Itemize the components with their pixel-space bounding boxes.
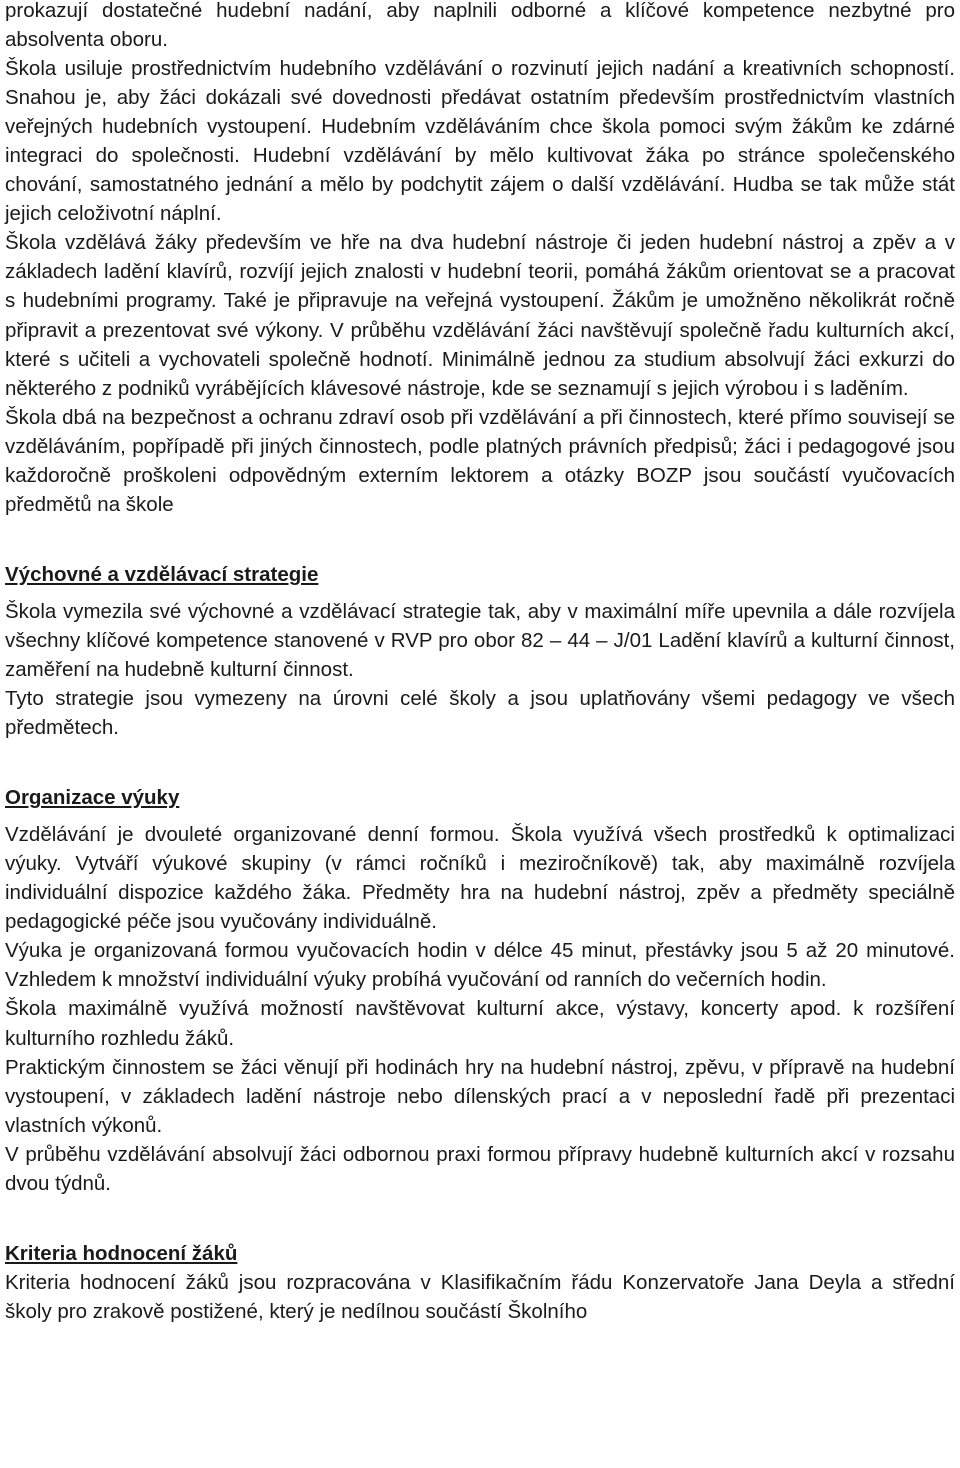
paragraph: prokazují dostatečné hudební nadání, aby naplnili odborné a klíčové kompetence nezbytné pro absolventa oboru. [5, 0, 955, 52]
paragraph: Škola vzdělává žáky především ve hře na dva hudební nástroje či jeden hudební nástroj a zpěv a v základech ladění klavírů, rozvíjí jejich znalosti v hudební teorii, pomáhá žákům orientovat se a pracovat s hudebními programy. Také je připravuje na veřejná vystoupení. Žákům je umožněno několikrát ročně připravit a prezentovat své výkony. V průběhu vzdělávání žáci navštěvují společně řadu kulturních akcí, které s učiteli a vychovateli společně hodnotí. Minimálně jednou za studium absolvují žáci exkurzi do některého z podniků vyrábějících klávesové nástroje, kde se seznamují s jejich výrobou i s laděním. [5, 231, 955, 400]
paragraph: Praktickým činnostem se žáci věnují při hodinách hry na hudební nástroj, zpěvu, v přípravě na hudební vystoupení, v základech ladění nástroje nebo dílenských prací a v neposlední řadě při prezentaci vlastních výkonů. [5, 1055, 955, 1137]
paragraph: Vzdělávání je dvouleté organizované denní formou. Škola využívá všech prostředků k optimalizaci výuky. Vytváří výukové skupiny (v rámci ročníků i meziročníkově) tak, aby maximálně rozvíjela individuální dispozice každého žáka. Předměty hra na hudební nástroj, zpěv a předměty speciálně pedagogické péče jsou vyučovány individuálně. [5, 823, 955, 934]
paragraph: Škola vymezila své výchovné a vzdělávací strategie tak, aby v maximální míře upevnila a dále rozvíjela všechny klíčové kompetence stanovené v RVP pro obor 82 – 44 – J/01 Ladění klavírů a kulturní činnost, zaměření na hudebně kulturní činnost. [5, 599, 955, 681]
heading-spacer [5, 589, 955, 597]
section-heading: Výchovné a vzdělávací strategie [5, 562, 319, 586]
paragraph: Tyto strategie jsou vymezeny na úrovni celé školy a jsou uplatňovány všemi pedagogy ve všech předmětech. [5, 687, 955, 740]
paragraph: Škola dbá na bezpečnost a ochranu zdraví osob při vzdělávání a při činnostech, které přímo souvisejí se vzděláváním, popřípadě při jiných činnostech, podle platných právních předpisů; žáci i pedagogové jsou každoročně proškoleni odpovědným externím lektorem a otázky BOZP jsou součástí vyučovacích předmětů na škole [5, 405, 955, 516]
document-page [5, 0, 955, 1326]
section-heading: Organizace výuky [5, 786, 180, 810]
section-strategies [5, 560, 955, 742]
section-heading: Kriteria hodnocení žáků [5, 1241, 238, 1265]
section-spacer [5, 742, 955, 783]
paragraph: V průběhu vzdělávání absolvují žáci odbornou praxi formou přípravy hudebně kulturních akcí v rozsahu dvou týdnů. [5, 1142, 955, 1195]
section-spacer [5, 1198, 955, 1239]
section-spacer [5, 519, 955, 560]
section-evaluation [5, 1239, 955, 1326]
section-organization [5, 783, 955, 1198]
section-intro [5, 0, 955, 519]
paragraph: Škola maximálně využívá možností navštěvovat kulturní akce, výstavy, koncerty apod. k rozšíření kulturního rozhledu žáků. [5, 997, 955, 1050]
paragraph: Kriteria hodnocení žáků jsou rozpracována v Klasifikačním řádu Konzervatoře Jana Deyla a střední školy pro zrakově postižené, který je nedílnou součástí Školního [5, 1270, 955, 1323]
paragraph: Škola usiluje prostřednictvím hudebního vzdělávání o rozvinutí jejich nadání a kreativních schopností. Snahou je, aby žáci dokázali své dovednosti předávat ostatním především prostřednictvím vlastních veřejných hudebních vystoupení. Hudebním vzděláváním chce škola pomoci svým žákům ke zdárné integraci do společnosti. Hudební vzdělávání by mělo kultivovat žáka po stránce společenského chování, samostatného jednání a mělo by podchytit zájem o další vzdělávání. Hudba se tak může stát jejich celoživotní náplní. [5, 57, 955, 226]
heading-spacer [5, 812, 955, 820]
paragraph: Výuka je organizovaná formou vyučovacích hodin v délce 45 minut, přestávky jsou 5 až 20 minutové. Vzhledem k množství individuální výuky probíhá vyučování od ranních do večerních hodin. [5, 939, 955, 992]
